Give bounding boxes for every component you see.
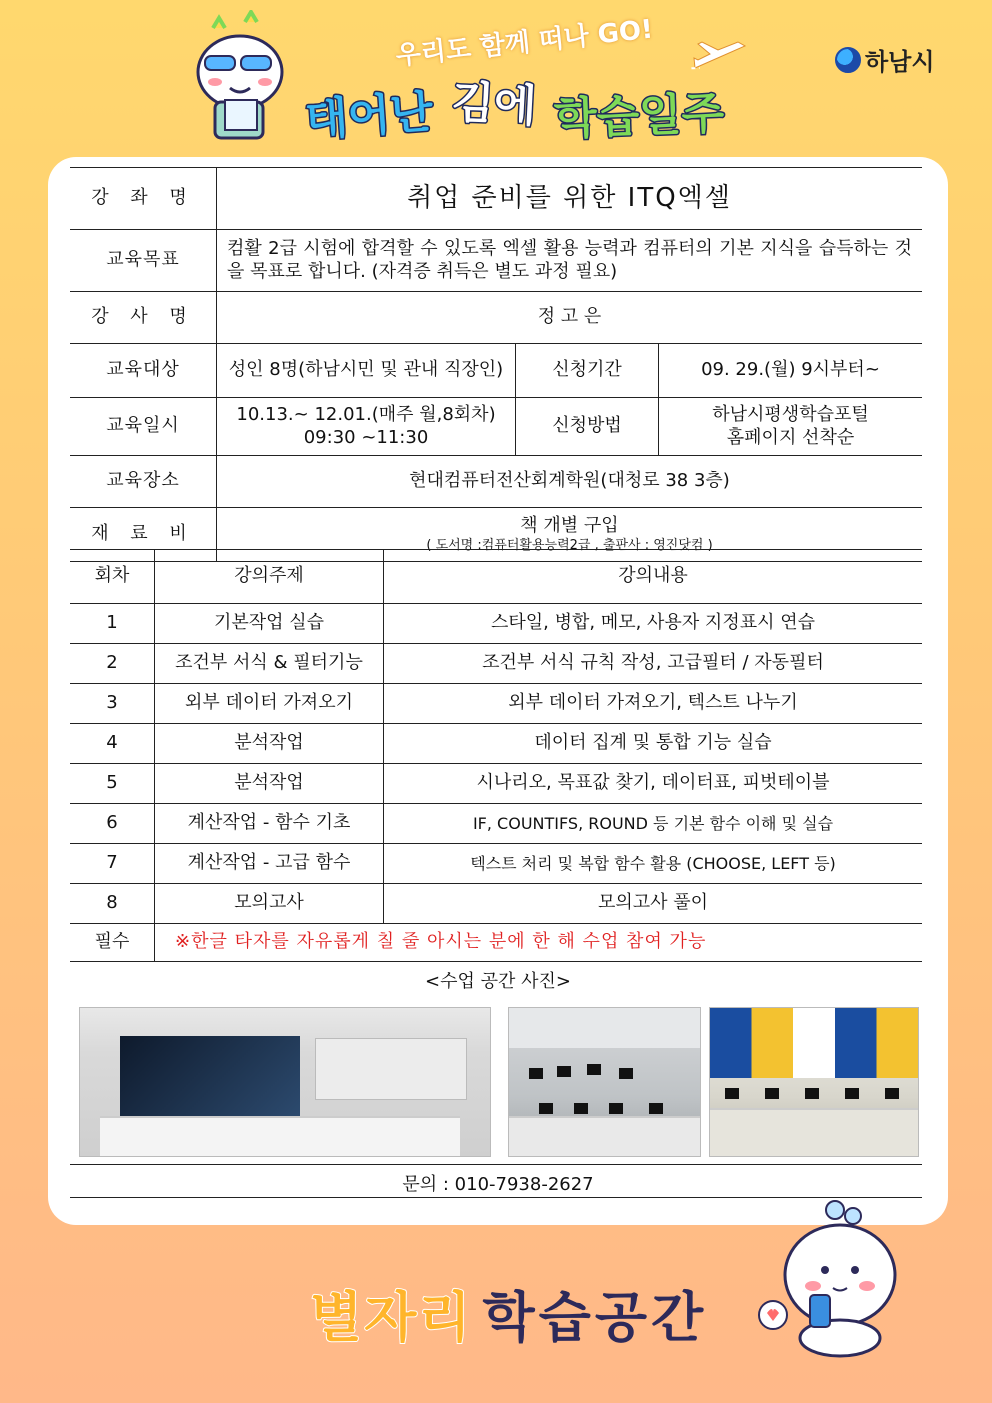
goal-text: 컴활 2급 시험에 합격할 수 있도록 엑셀 활용 능력과 컴퓨터의 기본 지식을 습득하는 것을 목표로 합니다. (자격증 취득은 별도 과정 필요) <box>217 230 923 292</box>
fee-text: 책 개별 구입 <box>520 515 619 537</box>
course-title: 취업 준비를 위한 ITQ엑셀 <box>217 168 923 230</box>
slogan: 우리도 함께 떠나 GO! <box>394 14 655 72</box>
title-part-1: 태어난 <box>303 86 435 147</box>
session-content: 모의고사 풀이 <box>384 884 923 924</box>
session-topic: 기본작업 실습 <box>155 604 384 644</box>
table-row <box>70 844 922 884</box>
sparkle-icon <box>826 1201 861 1224</box>
place-label: 교육장소 <box>70 456 217 508</box>
photos-caption: <수업 공간 사진> <box>425 971 571 992</box>
photo-classroom-1 <box>508 1007 701 1157</box>
footer-brand-part2: 학습공간 <box>482 1285 708 1349</box>
mascot-traveler-image <box>185 10 295 145</box>
fee-label: 재 료 비 <box>70 508 217 562</box>
session-number: 4 <box>70 724 155 764</box>
title-part-2: 김에 <box>449 76 538 133</box>
session-topic: 계산작업 - 함수 기초 <box>155 804 384 844</box>
session-topic: 계산작업 - 고급 함수 <box>155 844 384 884</box>
session-content: 텍스트 처리 및 복합 함수 활용 (CHOOSE, LEFT 등) <box>384 844 923 884</box>
session-topic: 분석작업 <box>155 764 384 804</box>
session-number: 2 <box>70 644 155 684</box>
schedule-value <box>217 398 516 456</box>
table-row <box>70 604 922 644</box>
schedule-table <box>70 549 922 962</box>
mascot-phone-image <box>755 1190 905 1360</box>
session-content: IF, COUNTIFS, ROUND 등 기본 함수 이해 및 실습 <box>384 804 923 844</box>
apply-period-label: 신청기간 <box>516 344 659 398</box>
footer-brand-part1: 별자리 <box>310 1285 473 1349</box>
title-part-3: 학습일주 <box>552 88 725 145</box>
table-row <box>70 884 922 924</box>
apply-period-value: 09. 29.(월) 9시부터~ <box>659 344 923 398</box>
table-row <box>70 684 922 724</box>
footer-brand <box>310 1275 707 1352</box>
session-topic: 외부 데이터 가져오기 <box>155 684 384 724</box>
apply-method-value <box>659 398 923 456</box>
instructor-name: 정 고 은 <box>217 292 923 344</box>
table-row <box>70 764 922 804</box>
session-content: 조건부 서식 규칙 작성, 고급필터 / 자동필터 <box>384 644 923 684</box>
hanam-logo-icon <box>835 47 861 73</box>
photo-lobby <box>79 1007 491 1157</box>
schedule-time: 09:30 ~11:30 <box>303 426 429 448</box>
header-topic: 강의주제 <box>155 550 384 604</box>
session-number: 3 <box>70 684 155 724</box>
phone-icon <box>810 1295 830 1327</box>
required-label: 필수 <box>70 924 155 962</box>
photo-classroom-2 <box>709 1007 919 1157</box>
header <box>0 0 992 160</box>
fee-note: ( 도서명 :컴퓨터활용능력2급 , 출판사 : 영진닷컴 ) <box>426 537 713 553</box>
session-content: 데이터 집계 및 통합 기능 실습 <box>384 724 923 764</box>
table-row <box>70 724 922 764</box>
content-card <box>48 157 948 1225</box>
session-number: 5 <box>70 764 155 804</box>
session-content: 시나리오, 목표값 찾기, 데이터표, 피벗테이블 <box>384 764 923 804</box>
course-info-table <box>70 167 922 562</box>
schedule-dates: 10.13.~ 12.01.(매주 월,8회차) <box>236 404 496 425</box>
apply-method-label: 신청방법 <box>516 398 659 456</box>
session-content: 스타일, 병합, 메모, 사용자 지정표시 연습 <box>384 604 923 644</box>
session-topic: 모의고사 <box>155 884 384 924</box>
instructor-label: 강 사 명 <box>70 292 217 344</box>
session-topic: 조건부 서식 & 필터기능 <box>155 644 384 684</box>
target-label: 교육대상 <box>70 344 217 398</box>
required-notice: ※한글 타자를 자유롭게 칠 줄 아시는 분에 한 해 수업 참여 가능 <box>155 924 923 962</box>
contact-divider-top <box>70 1164 922 1165</box>
session-content: 외부 데이터 가져오기, 텍스트 나누기 <box>384 684 923 724</box>
contact-info: 문의 : 010-7938-2627 <box>402 1174 594 1195</box>
target-value: 성인 8명(하남시민 및 관내 직장인) <box>217 344 516 398</box>
table-row <box>70 804 922 844</box>
hanam-logo <box>835 42 935 77</box>
header-session: 회차 <box>70 550 155 604</box>
course-label: 강 좌 명 <box>70 168 217 230</box>
apply-method-portal: 하남시평생학습포털 <box>712 404 869 425</box>
schedule-label: 교육일시 <box>70 398 217 456</box>
apply-method-order: 홈페이지 선착순 <box>726 426 855 448</box>
logo-text: 하남시 <box>865 48 935 76</box>
session-number: 1 <box>70 604 155 644</box>
session-number: 8 <box>70 884 155 924</box>
goal-label: 교육목표 <box>70 230 217 292</box>
session-number: 6 <box>70 804 155 844</box>
title-main <box>303 76 742 147</box>
table-row <box>70 644 922 684</box>
place-value: 현대컴퓨터전산회계학원(대청로 38 3층) <box>217 456 923 508</box>
session-number: 7 <box>70 844 155 884</box>
header-content: 강의내용 <box>384 550 923 604</box>
session-topic: 분석작업 <box>155 724 384 764</box>
airplane-icon <box>690 38 750 78</box>
